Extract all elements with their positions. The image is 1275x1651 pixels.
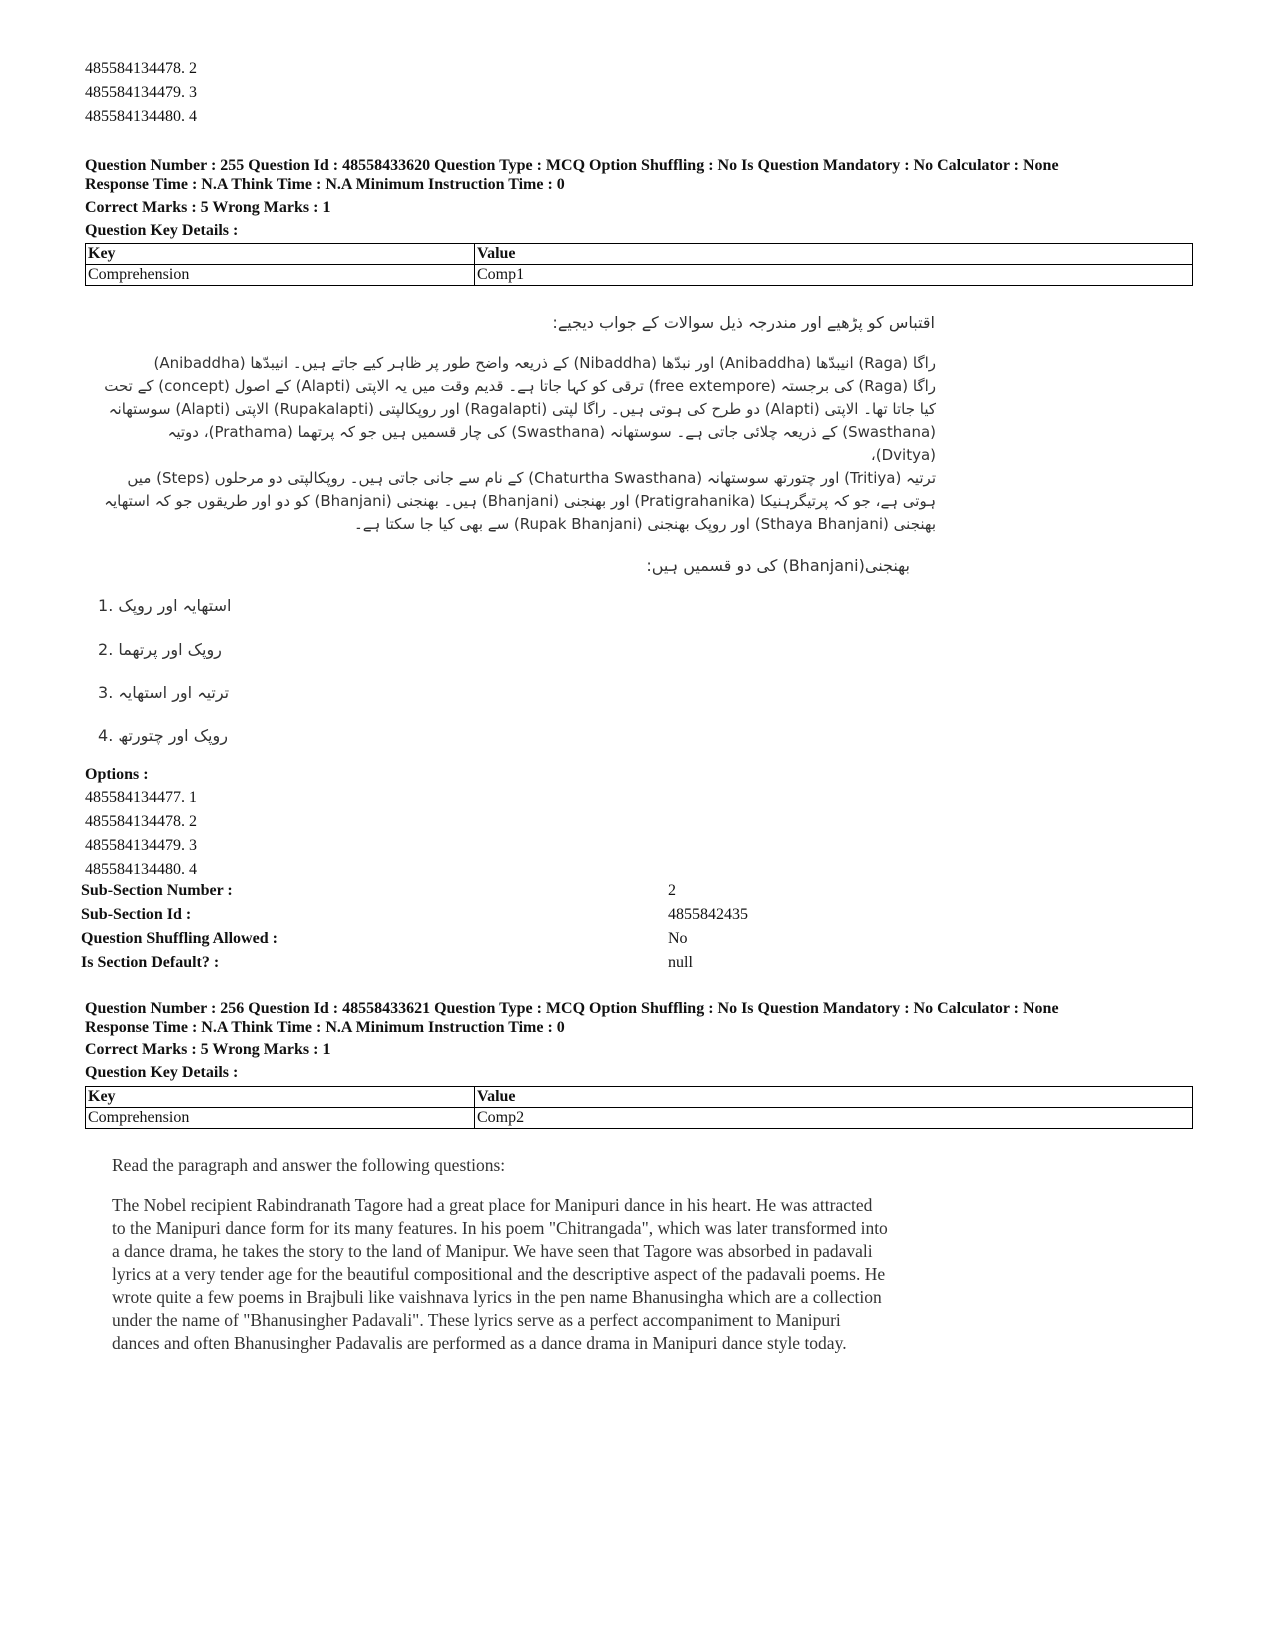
table-row xyxy=(86,265,1193,286)
q255-image-option-3: ترتیہ اور استھایہ .3 xyxy=(98,683,230,702)
passage-line: dances and often Bhanusingher Padavalis are performed as a dance drama in Manipuri dance style today. xyxy=(112,1333,847,1353)
q255-key-details-label: Question Key Details : xyxy=(85,222,239,239)
passage-line: The Nobel recipient Rabindranath Tagore had a great place for Manipuri dance in his heart. He was attracted xyxy=(112,1195,873,1215)
q255-header-line1: Question Number : 255 Question Id : 48558433620 Question Type : MCQ Option Shuffling : No Is Question Mandatory : No Calculator : None xyxy=(85,157,1059,174)
passage-line: راگا (Raga) کی برجستہ (free extempore) ترقی کو کہا جاتا ہے۔ قدیم وقت میں یہ الاپتی (Alapti) کے اصول (concept) کے تحت xyxy=(104,377,936,395)
q256-key-table xyxy=(85,1086,1193,1129)
subsection-label: Question Shuffling Allowed : xyxy=(81,930,278,947)
subsection-value: No xyxy=(668,930,688,947)
q255-image-option-1: استھایہ اور روپک .1 xyxy=(98,596,232,615)
passage-line: ترتیہ (Tritiya) اور چتورتھ سوستھانہ (Chaturtha Swasthana) کے نام سے جانی جاتی ہیں۔ روپکالپتی دو مرحلوں (Steps) میں xyxy=(127,469,936,487)
table-header-row xyxy=(86,1087,1193,1108)
q255-instruction: اقتباس کو پڑھیے اور مندرجہ ذیل سوالات کے جواب دیجیے: xyxy=(552,313,935,332)
q255-key-table xyxy=(85,243,1193,286)
q255-marks: Correct Marks : 5 Wrong Marks : 1 xyxy=(85,199,331,216)
option-line: 485584134478. 2 xyxy=(85,813,197,830)
value-cell: Comp2 xyxy=(475,1108,1193,1129)
q256-key-details-label: Question Key Details : xyxy=(85,1064,239,1081)
subsection-value: 2 xyxy=(668,882,676,899)
option-line: 485584134477. 1 xyxy=(85,789,197,806)
key-cell: Comprehension xyxy=(86,265,475,286)
q255-options xyxy=(85,786,197,882)
passage-line: کیا جاتا تھا۔ الاپتی (Alapti) دو طرح کی ہوتی ہیں۔ راگا لپتی (Ragalapti) اور روپکالپتی (Rupakalapti) الاپتی (Alapti) سوستھانہ xyxy=(108,400,936,418)
option-line: 485584134480. 4 xyxy=(85,861,197,878)
passage-line: to the Manipuri dance form for its many features. In his poem "Chitrangada", which was later transformed into xyxy=(112,1218,888,1238)
option-line: 485584134479. 3 xyxy=(85,84,197,101)
passage-line: (Swasthana) کے ذریعہ چلائی جاتی ہے۔ سوستھانہ (Swasthana) کی چار قسمیں ہیں جو کہ پرتھما (Prathama)، دوتیہ (Dvitya)، xyxy=(167,423,936,464)
q255-image-option-2: روپک اور پرتھما .2 xyxy=(98,640,222,659)
subsection-row xyxy=(81,951,841,975)
subsection-row xyxy=(81,927,841,951)
option-line: 485584134480. 4 xyxy=(85,108,197,125)
value-header: Value xyxy=(475,1087,1193,1108)
passage-line: ہوتی ہے، جو کہ پرتیگرہنیکا (Pratigrahanika) اور بھنجنی (Bhanjani) ہیں۔ بھنجنی (Bhanjani) کو دو اور طریقوں جو کہ استھایہ xyxy=(104,492,936,510)
passage-line: lyrics at a very tender age for the beautiful compositional and the descriptive aspect of the padavali poems. He xyxy=(112,1264,886,1284)
q256-instruction: Read the paragraph and answer the following questions: xyxy=(112,1155,506,1175)
passage-line: راگا (Raga) انیبدّھا (Anibaddha) اور نبدّھا (Nibaddha) کے ذریعہ واضح طور پر ظاہر کیے جاتے ہیں۔ انیبدّھا (Anibaddha) xyxy=(153,354,936,372)
option-line: 485584134479. 3 xyxy=(85,837,197,854)
option-line: 485584134478. 2 xyxy=(85,60,197,77)
key-cell: Comprehension xyxy=(86,1108,475,1129)
top-options xyxy=(85,57,197,129)
table-row xyxy=(86,1108,1193,1129)
subsection-label: Sub-Section Id : xyxy=(81,906,192,923)
q255-options-label: Options : xyxy=(85,766,149,783)
key-header: Key xyxy=(86,1087,475,1108)
subsection-label: Sub-Section Number : xyxy=(81,882,233,899)
subsection-details xyxy=(81,879,841,975)
q256-passage xyxy=(112,1194,992,1355)
subsection-row xyxy=(81,903,841,927)
q255-question: بھنجنی(Bhanjani) کی دو قسمیں ہیں: xyxy=(646,556,910,575)
subsection-value: 4855842435 xyxy=(668,906,748,923)
q255-image-option-4: روپک اور چتورتھ .4 xyxy=(98,726,228,745)
passage-line: بھنجنی (Sthaya Bhanjani) اور روپک بھنجنی (Rupak Bhanjani) سے بھی کیا جا سکتا ہے۔ xyxy=(353,515,936,533)
passage-line: wrote quite a few poems in Brajbuli like vaishnava lyrics in the pen name Bhanusingha which are a collection xyxy=(112,1287,882,1307)
key-header: Key xyxy=(86,244,475,265)
q256-header xyxy=(85,999,1205,1037)
subsection-label: Is Section Default? : xyxy=(81,954,220,971)
value-header: Value xyxy=(475,244,1193,265)
value-cell: Comp1 xyxy=(475,265,1193,286)
q256-marks: Correct Marks : 5 Wrong Marks : 1 xyxy=(85,1041,331,1058)
q256-header-line1: Question Number : 256 Question Id : 48558433621 Question Type : MCQ Option Shuffling : No Is Question Mandatory : No Calculator : None xyxy=(85,1000,1059,1017)
q255-header-line2: Response Time : N.A Think Time : N.A Minimum Instruction Time : 0 xyxy=(85,176,565,193)
passage-line: a dance drama, he takes the story to the land of Manipur. We have seen that Tagore was absorbed in padavali xyxy=(112,1241,873,1261)
q255-passage xyxy=(100,352,936,536)
q256-header-line2: Response Time : N.A Think Time : N.A Minimum Instruction Time : 0 xyxy=(85,1019,565,1036)
subsection-value: null xyxy=(668,954,693,971)
q255-header xyxy=(85,156,1205,194)
table-header-row xyxy=(86,244,1193,265)
passage-line: under the name of "Bhanusingher Padavali". These lyrics serve as a perfect accompaniment to Manipuri xyxy=(112,1310,841,1330)
subsection-row xyxy=(81,879,841,903)
